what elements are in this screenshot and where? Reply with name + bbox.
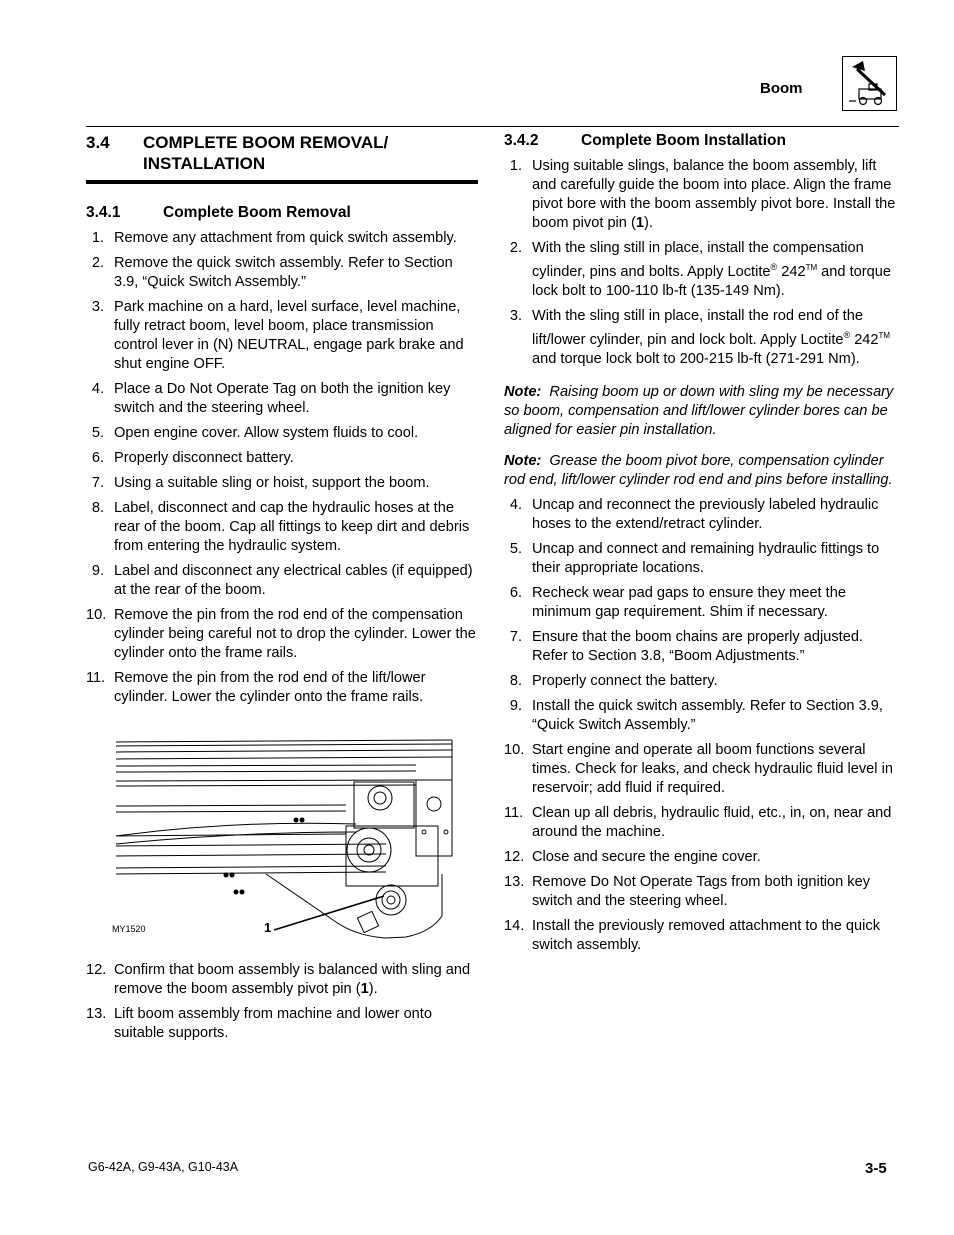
step-number: 12. [504,848,525,865]
step-text: With the sling still in place, install the compensation cylinder, pins and bolts. Apply Loctite® 242™ and torque lock bolt to 100-110 lb-ft (135-149 Nm). [532,240,891,299]
step-text: Remove the quick switch assembly. Refer to Section 3.9, “Quick Switch Assembly.” [114,255,453,290]
step-number: 2. [91,255,104,271]
step-text: Place a Do Not Operate Tag on both the ignition key switch and the steering wheel. [114,381,451,416]
step-text: Label and disconnect any electrical cables (if equipped) at the rear of the boom. [114,563,473,598]
step-text: Confirm that boom assembly is balanced with sling and remove the boom assembly pivot pin (1). [114,962,471,997]
subsection-heading-removal [86,203,478,223]
list-item [86,380,478,418]
step-number: 1. [509,158,522,174]
header-rule [86,126,899,127]
note-label: Note: [504,452,542,469]
step-text: Open engine cover. Allow system fluids to cool. [114,425,419,441]
note [504,383,896,440]
list-item [504,496,896,534]
note [504,452,896,490]
section-number: 3.4 [86,133,110,152]
boom-loader-icon [842,56,897,111]
step-number: 11. [86,670,106,686]
step-text: Remove any attachment from quick switch assembly. [114,230,457,246]
section-heading [86,132,478,184]
section-title: COMPLETE BOOM REMOVAL/ INSTALLATION [143,133,389,173]
step-number: 4. [91,381,104,397]
boom-pivot-figure [86,732,478,947]
step-number: 5. [91,425,104,441]
step-number: 3. [509,307,522,324]
step-number: 13. [86,1006,107,1022]
step-text: Lift boom assembly from machine and lower onto suitable supports. [114,1006,432,1041]
step-number: 6. [91,450,104,466]
step-number: 5. [509,540,522,557]
subsection-number: 3.4.2 [504,132,539,149]
subsection-number: 3.4.1 [86,204,121,221]
boom-pivot-illustration [86,732,478,947]
step-text: Park machine on a hard, level surface, level machine, fully retract boom, level boom, place transmission control lever in (N) NEUTRAL, engage park brake and shut engine OFF. [114,299,464,372]
subsection-title: Complete Boom Installation [581,132,786,149]
step-number: 1. [91,230,104,246]
step-text: Install the previously removed attachment to the quick switch assembly. [532,917,880,953]
list-item [504,848,896,867]
page-number: 3-5 [865,1160,887,1177]
step-number: 9. [91,563,104,579]
list-item [504,697,896,735]
list-item [504,672,896,691]
section-header-label: Boom [760,80,803,97]
step-text: Uncap and reconnect the previously labeled hydraulic hoses to the extend/retract cylinder. [532,496,879,532]
subsection-title: Complete Boom Removal [163,204,351,221]
list-item [86,298,478,374]
list-item [504,307,896,369]
list-item [86,499,478,556]
step-text: Properly connect the battery. [532,672,718,689]
list-item [504,873,896,911]
step-text: Remove the pin from the rod end of the compensation cylinder being careful not to drop the cylinder. Lower the cylinder onto the frame rails. [114,607,476,661]
figure-caption: MY1520 [112,924,146,934]
step-text: Label, disconnect and cap the hydraulic hoses at the rear of the boom. Cap all fittings to keep dirt and debris from entering the hydraulic system. [114,500,470,554]
step-number: 13. [504,873,525,890]
step-text: Uncap and connect and remaining hydraulic fittings to their appropriate locations. [532,540,880,576]
step-text: Clean up all debris, hydraulic fluid, etc., in, on, near and around the machine. [532,804,892,840]
installation-steps-list [504,496,896,955]
step-text: Install the quick switch assembly. Refer to Section 3.9, “Quick Switch Assembly.” [532,697,883,733]
step-number: 10. [504,741,525,758]
step-number: 2. [509,240,522,256]
step-text: Start engine and operate all boom functions several times. Check for leaks, and check hydraulic fluid level in reservoir; add fluid if required. [532,741,893,796]
step-number: 4. [509,496,522,513]
list-item [86,1005,478,1043]
step-number: 12. [86,962,107,978]
list-item [504,584,896,622]
subsection-heading-installation [504,131,896,151]
list-item [504,540,896,578]
list-item [504,741,896,798]
step-text: Close and secure the engine cover. [532,848,761,865]
step-text: Properly disconnect battery. [114,450,294,466]
list-item [86,229,478,248]
step-text: Recheck wear pad gaps to ensure they meet the minimum gap requirement. Shim if necessary. [532,584,846,620]
removal-steps-list [86,229,478,707]
footer-models: G6-42A, G9-43A, G10-43A [88,1160,239,1174]
note-label: Note: [504,383,542,400]
list-item [86,669,478,707]
list-item [86,606,478,663]
step-number: 11. [504,804,524,821]
figure-callout: 1 [264,920,272,935]
list-item [86,424,478,443]
list-item [504,917,896,955]
step-text: Remove Do Not Operate Tags from both ignition key switch and the steering wheel. [532,873,870,909]
step-number: 6. [509,584,522,601]
list-item [86,562,478,600]
note-text: Raising boom up or down with sling my be necessary so boom, compensation and lift/lower cylinder bores can be aligned for easier pin installation. [504,383,894,438]
step-number: 7. [509,628,522,645]
list-item [86,961,478,999]
list-item [86,254,478,292]
list-item [504,239,896,301]
list-item [504,157,896,233]
step-number: 8. [91,500,104,516]
left-column [86,130,478,1043]
list-item [86,449,478,468]
step-number: 3. [91,299,104,315]
list-item [504,628,896,666]
step-number: 7. [91,475,104,491]
step-number: 8. [509,672,522,689]
note-text: Grease the boom pivot bore, compensation cylinder rod end, lift/lower cylinder rod end and pins before installing. [504,452,893,488]
right-column [504,130,896,955]
step-number: 10. [86,607,107,623]
list-item [86,474,478,493]
step-number: 9. [509,697,522,714]
step-number: 14. [504,917,525,934]
step-text: With the sling still in place, install the rod end of the lift/lower cylinder, pin and lock bolt. Apply Loctite® 242™ and torque lock bolt to 200-215 lb-ft (271-291 Nm). [532,307,891,367]
step-text: Using a suitable sling or hoist, support the boom. [114,475,430,491]
step-text: Ensure that the boom chains are properly adjusted. Refer to Section 3.8, “Boom Adjustments.” [532,628,863,664]
step-text: Using suitable slings, balance the boom assembly, lift and carefully guide the boom into place. Align the frame pivot bore with the boom assembly pivot bore. Install the boom pivot pin (1). [532,158,896,231]
step-text: Remove the pin from the rod end of the lift/lower cylinder. Lower the cylinder onto the frame rails. [114,670,426,705]
list-item [504,804,896,842]
